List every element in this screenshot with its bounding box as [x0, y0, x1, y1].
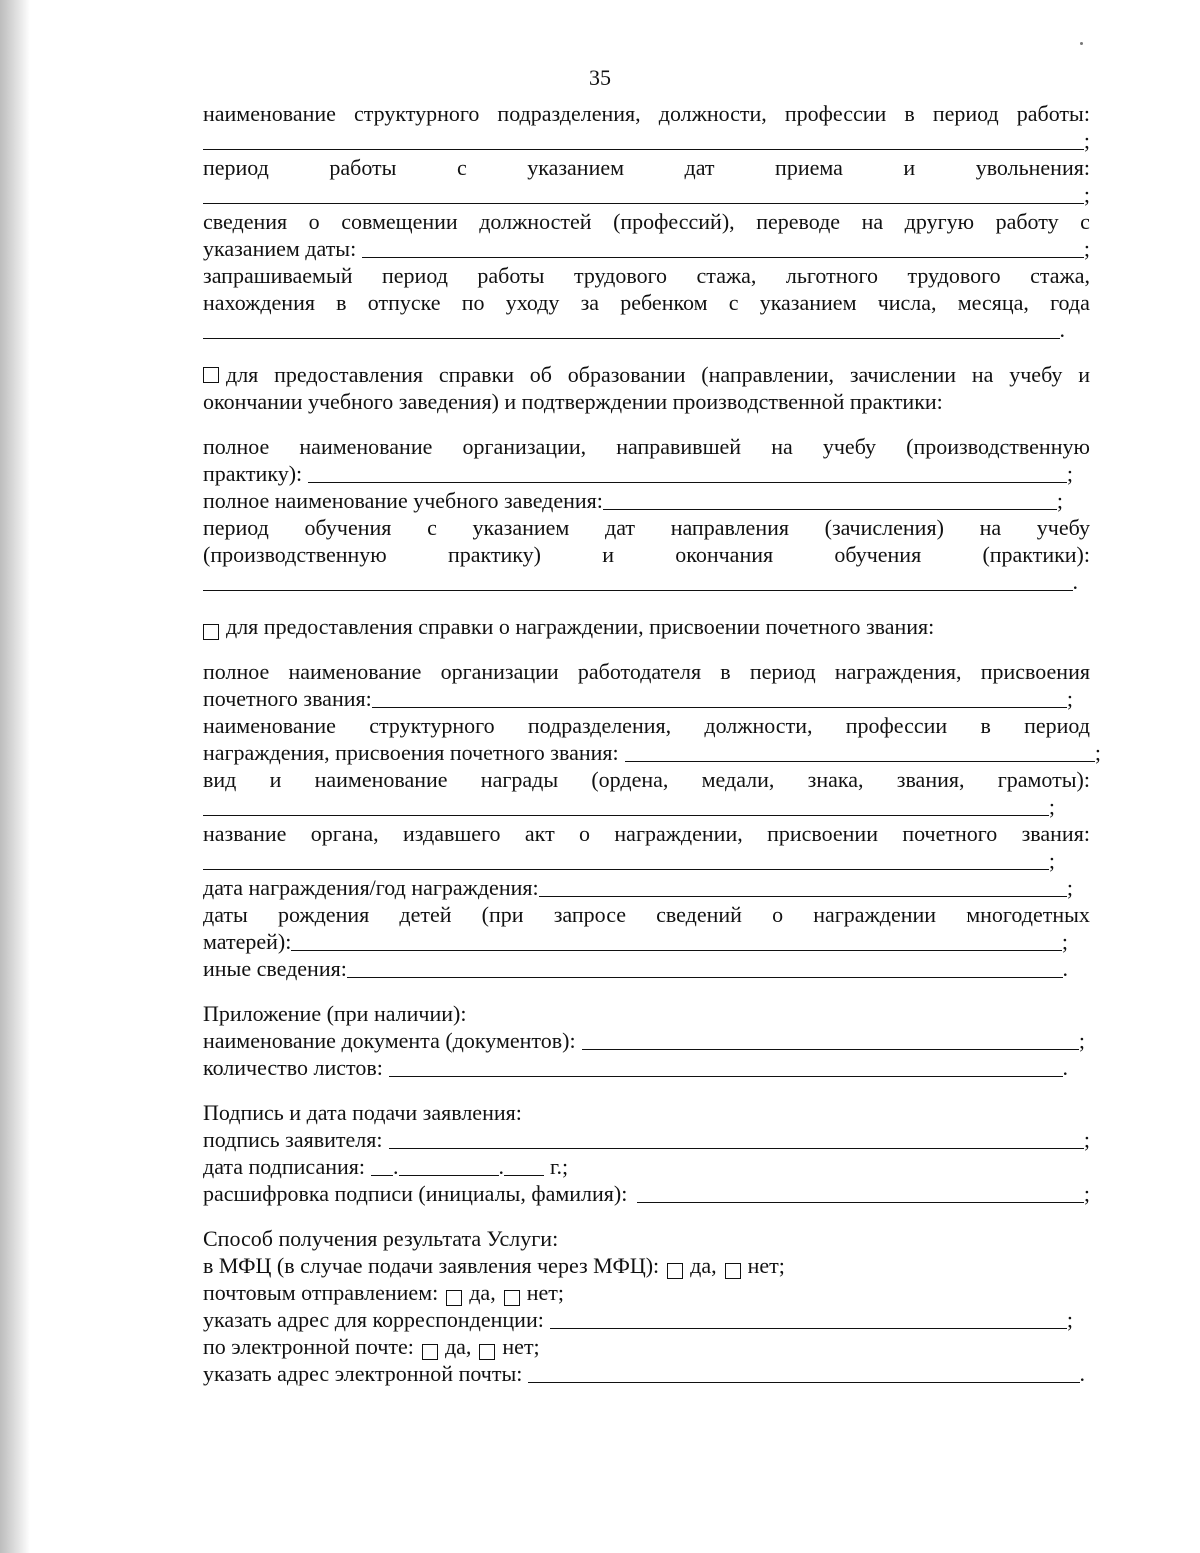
education-checkbox[interactable]	[203, 367, 219, 383]
input-line[interactable]	[203, 796, 1049, 816]
award-line-10: иные сведения: .	[203, 956, 1068, 981]
page-number: 35	[589, 65, 611, 90]
email-yes-checkbox[interactable]	[422, 1344, 438, 1360]
award-line-5-blank: ;	[203, 793, 1055, 820]
award-line-7: дата награждения/год награждения: ;	[203, 875, 1073, 900]
education-line-2: практику): ;	[203, 461, 1073, 486]
input-line[interactable]	[637, 1183, 1084, 1203]
award-line-1: полное наименование организации работодателя в период награждения, присвоения	[203, 659, 1090, 684]
work-line-1: наименование структурного подразделения, должности, профессии в период работы:	[203, 101, 1090, 126]
work-line-1-blank: ;	[203, 127, 1090, 154]
date-day-blank[interactable]	[371, 1156, 393, 1176]
post-yes-checkbox[interactable]	[446, 1290, 462, 1306]
result-email-address-line: указать адрес электронной почты: .	[203, 1361, 1085, 1386]
education-checkbox-line-2: окончании учебного заведения) и подтверждении производственной практики:	[203, 389, 943, 414]
input-line[interactable]	[582, 1030, 1079, 1050]
input-line[interactable]	[539, 877, 1067, 897]
award-line-2: почетного звания: ;	[203, 686, 1073, 711]
form-content	[203, 100, 1101, 1387]
input-line[interactable]	[347, 958, 1063, 978]
input-line[interactable]	[389, 1129, 1084, 1149]
signature-heading: Подпись и дата подачи заявления:	[203, 1100, 522, 1125]
award-checkbox[interactable]	[203, 624, 219, 640]
award-line-4: награждения, присвоения почетного звания: ;	[203, 740, 1101, 765]
work-line-3: сведения о совмещении должностей (профессий), переводе на другую работу с	[203, 209, 1090, 234]
education-checkbox-line: для предоставления справки об образовании (направлении, зачислении на учебу и	[203, 361, 1090, 388]
attachment-sheets-line: количество листов: .	[203, 1055, 1068, 1080]
award-line-6: название органа, издавшего акт о награждении, присвоении почетного звания:	[203, 821, 1090, 846]
award-checkbox-line: для предоставления справки о награждении, присвоении почетного звания:	[203, 613, 1090, 640]
result-post-line: почтовым отправлением: да, нет;	[203, 1280, 564, 1305]
mfc-no-checkbox[interactable]	[725, 1263, 741, 1279]
post-no-checkbox[interactable]	[504, 1290, 520, 1306]
input-line[interactable]	[203, 319, 1060, 339]
input-line[interactable]	[528, 1363, 1079, 1383]
input-line[interactable]	[203, 130, 1084, 150]
scan-speck	[1080, 42, 1083, 45]
input-line[interactable]	[603, 490, 1057, 510]
award-line-5: вид и наименование награды (ордена, медали, знака, звания, грамоты):	[203, 767, 1090, 792]
education-line-3: полное наименование учебного заведения: ;	[203, 488, 1063, 513]
award-line-6-blank: ;	[203, 847, 1055, 874]
attachment-heading: Приложение (при наличии):	[203, 1001, 467, 1026]
scan-edge-shadow	[0, 0, 30, 1553]
input-line[interactable]	[308, 463, 1067, 483]
work-line-5: запрашиваемый период работы трудового стажа, льготного трудового стажа,	[203, 263, 1090, 288]
input-line[interactable]	[625, 742, 1095, 762]
input-line[interactable]	[389, 1057, 1063, 1077]
date-month-blank[interactable]	[399, 1156, 499, 1176]
work-line-2-blank: ;	[203, 181, 1090, 208]
input-line[interactable]	[362, 238, 1084, 258]
email-no-checkbox[interactable]	[479, 1344, 495, 1360]
award-line-9: матерей): ;	[203, 929, 1068, 954]
award-line-8: даты рождения детей (при запросе сведений о награждении многодетных	[203, 902, 1090, 927]
work-line-6: нахождения в отпуске по уходу за ребенком с указанием числа, месяца, года	[203, 290, 1090, 315]
education-line-5-blank: .	[203, 568, 1078, 595]
input-line[interactable]	[372, 688, 1067, 708]
mfc-yes-checkbox[interactable]	[667, 1263, 683, 1279]
result-address-line: указать адрес для корреспонденции: ;	[203, 1307, 1073, 1332]
input-line[interactable]	[291, 931, 1062, 951]
work-line-6-blank: .	[203, 316, 1065, 343]
signature-date-line: дата подписания: . . г.;	[203, 1154, 569, 1179]
attachment-doc-line: наименование документа (документов): ;	[203, 1028, 1085, 1053]
result-mfc-line: в МФЦ (в случае подачи заявления через МФЦ): да, нет;	[203, 1253, 785, 1278]
signature-decode-line: расшифровка подписи (инициалы, фамилия): ;	[203, 1181, 1090, 1206]
signature-sign-line: подпись заявителя: ;	[203, 1127, 1090, 1152]
education-line-4: период обучения с указанием дат направления (зачисления) на учебу	[203, 515, 1090, 540]
education-line-5: (производственную практику) и окончания обучения (практики):	[203, 542, 1090, 567]
result-email-line: по электронной почте: да, нет;	[203, 1334, 540, 1359]
result-heading: Способ получения результата Услуги:	[203, 1226, 559, 1251]
work-line-2: период работы с указанием дат приема и увольнения:	[203, 155, 1090, 180]
input-line[interactable]	[203, 850, 1049, 870]
input-line[interactable]	[203, 571, 1073, 591]
input-line[interactable]	[550, 1309, 1067, 1329]
date-year-blank[interactable]	[504, 1156, 544, 1176]
input-line[interactable]	[203, 184, 1084, 204]
education-line-1: полное наименование организации, направившей на учебу (производственную	[203, 434, 1090, 459]
work-line-4: указанием даты: ;	[203, 236, 1090, 261]
award-line-3: наименование структурного подразделения, должности, профессии в период	[203, 713, 1090, 738]
